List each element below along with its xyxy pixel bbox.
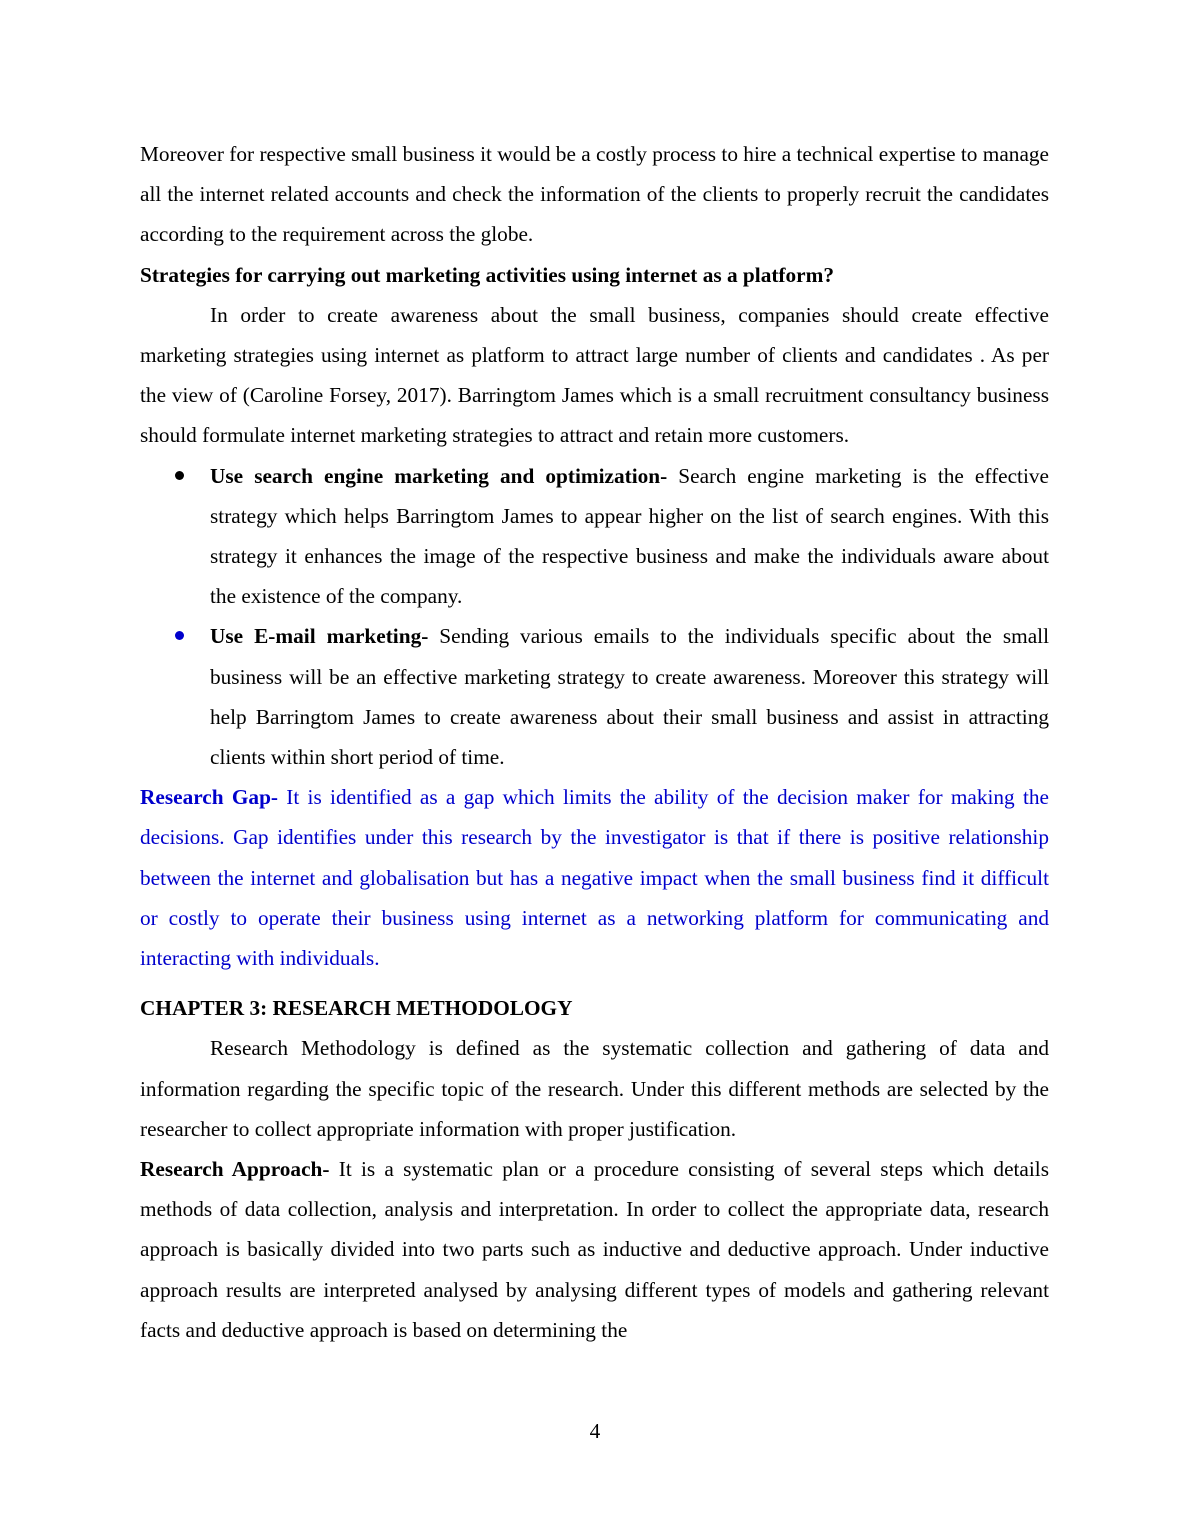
paragraph-costly-process: Moreover for respective small business it would be a costly process to hire a technical expertise to manage all the internet related accounts and check the information of the clients to properly recruit the candidates according to the requirement across the globe. [140,142,1049,247]
strategy-bullet-list [140,456,1049,778]
research-approach-paragraph [140,1149,1049,1350]
strategies-heading: Strategies for carrying out marketing activities using internet as a platform? [140,262,835,287]
bullet-text: Search engine marketing is the effective strategy which helps Barringtom James to appear higher on the list of search engines. With this strategy it enhances the image of the respective business and make the individuals aware about the existence of the company. [210,463,1049,609]
paragraph-awareness-strategies: In order to create awareness about the small business, companies should create effective marketing strategies using internet as platform to attract large number of clients and candidates . As per the view of (Caroline Forsey, 2017). Barringtom James which is a small recruitment consultancy business should formulate internet marketing strategies to attract and retain more customers. [140,302,1049,448]
page-number: 4 [589,1419,601,1443]
research-approach-text: It is a systematic plan or a procedure consisting of several steps which details methods of data collection, analysis and interpretation. In order to collect the appropriate data, research approach is basically divided into two parts such as inductive and deductive approach. Under inductive approach results are interpreted analysed by analysing different types of models and gathering relevant facts and deductive approach is based on determining the [140,1157,1050,1342]
research-gap-text: It is identified as a gap which limits the ability of the decision maker for making the decisions. Gap identifies under this research by the investigator is that if there is positive relationship between the internet and globalisation but has a negative impact when the small business find it difficult or costly to operate their business using internet as a networking platform for communicating and interacting with individuals. [140,785,1049,971]
bullet-icon [175,631,184,640]
bullet-text: Sending various emails to the individuals specific about the small business will be an effective marketing strategy to create awareness. Moreover this strategy will help Barringtom James to create awareness about their small business and assist in attracting clients within short period of time. [210,624,1049,770]
research-gap-paragraph [140,777,1049,978]
bullet-title: Use E-mail marketing- [210,624,429,649]
list-item [140,456,1049,617]
list-item [140,616,1049,777]
research-gap-title: Research Gap- [140,785,279,810]
bullet-title: Use search engine marketing and optimization- [210,463,668,488]
chapter-heading: CHAPTER 3: RESEARCH METHODOLOGY [140,996,573,1021]
paragraph-methodology-intro: Research Methodology is defined as the systematic collection and gathering of data and information regarding the specific topic of the research. Under this different methods are selected by the researcher to collect appropriate information with proper justification. [140,1036,1049,1141]
research-approach-title: Research Approach- [140,1157,330,1182]
bullet-icon [175,471,184,480]
document-page [140,134,1049,1350]
